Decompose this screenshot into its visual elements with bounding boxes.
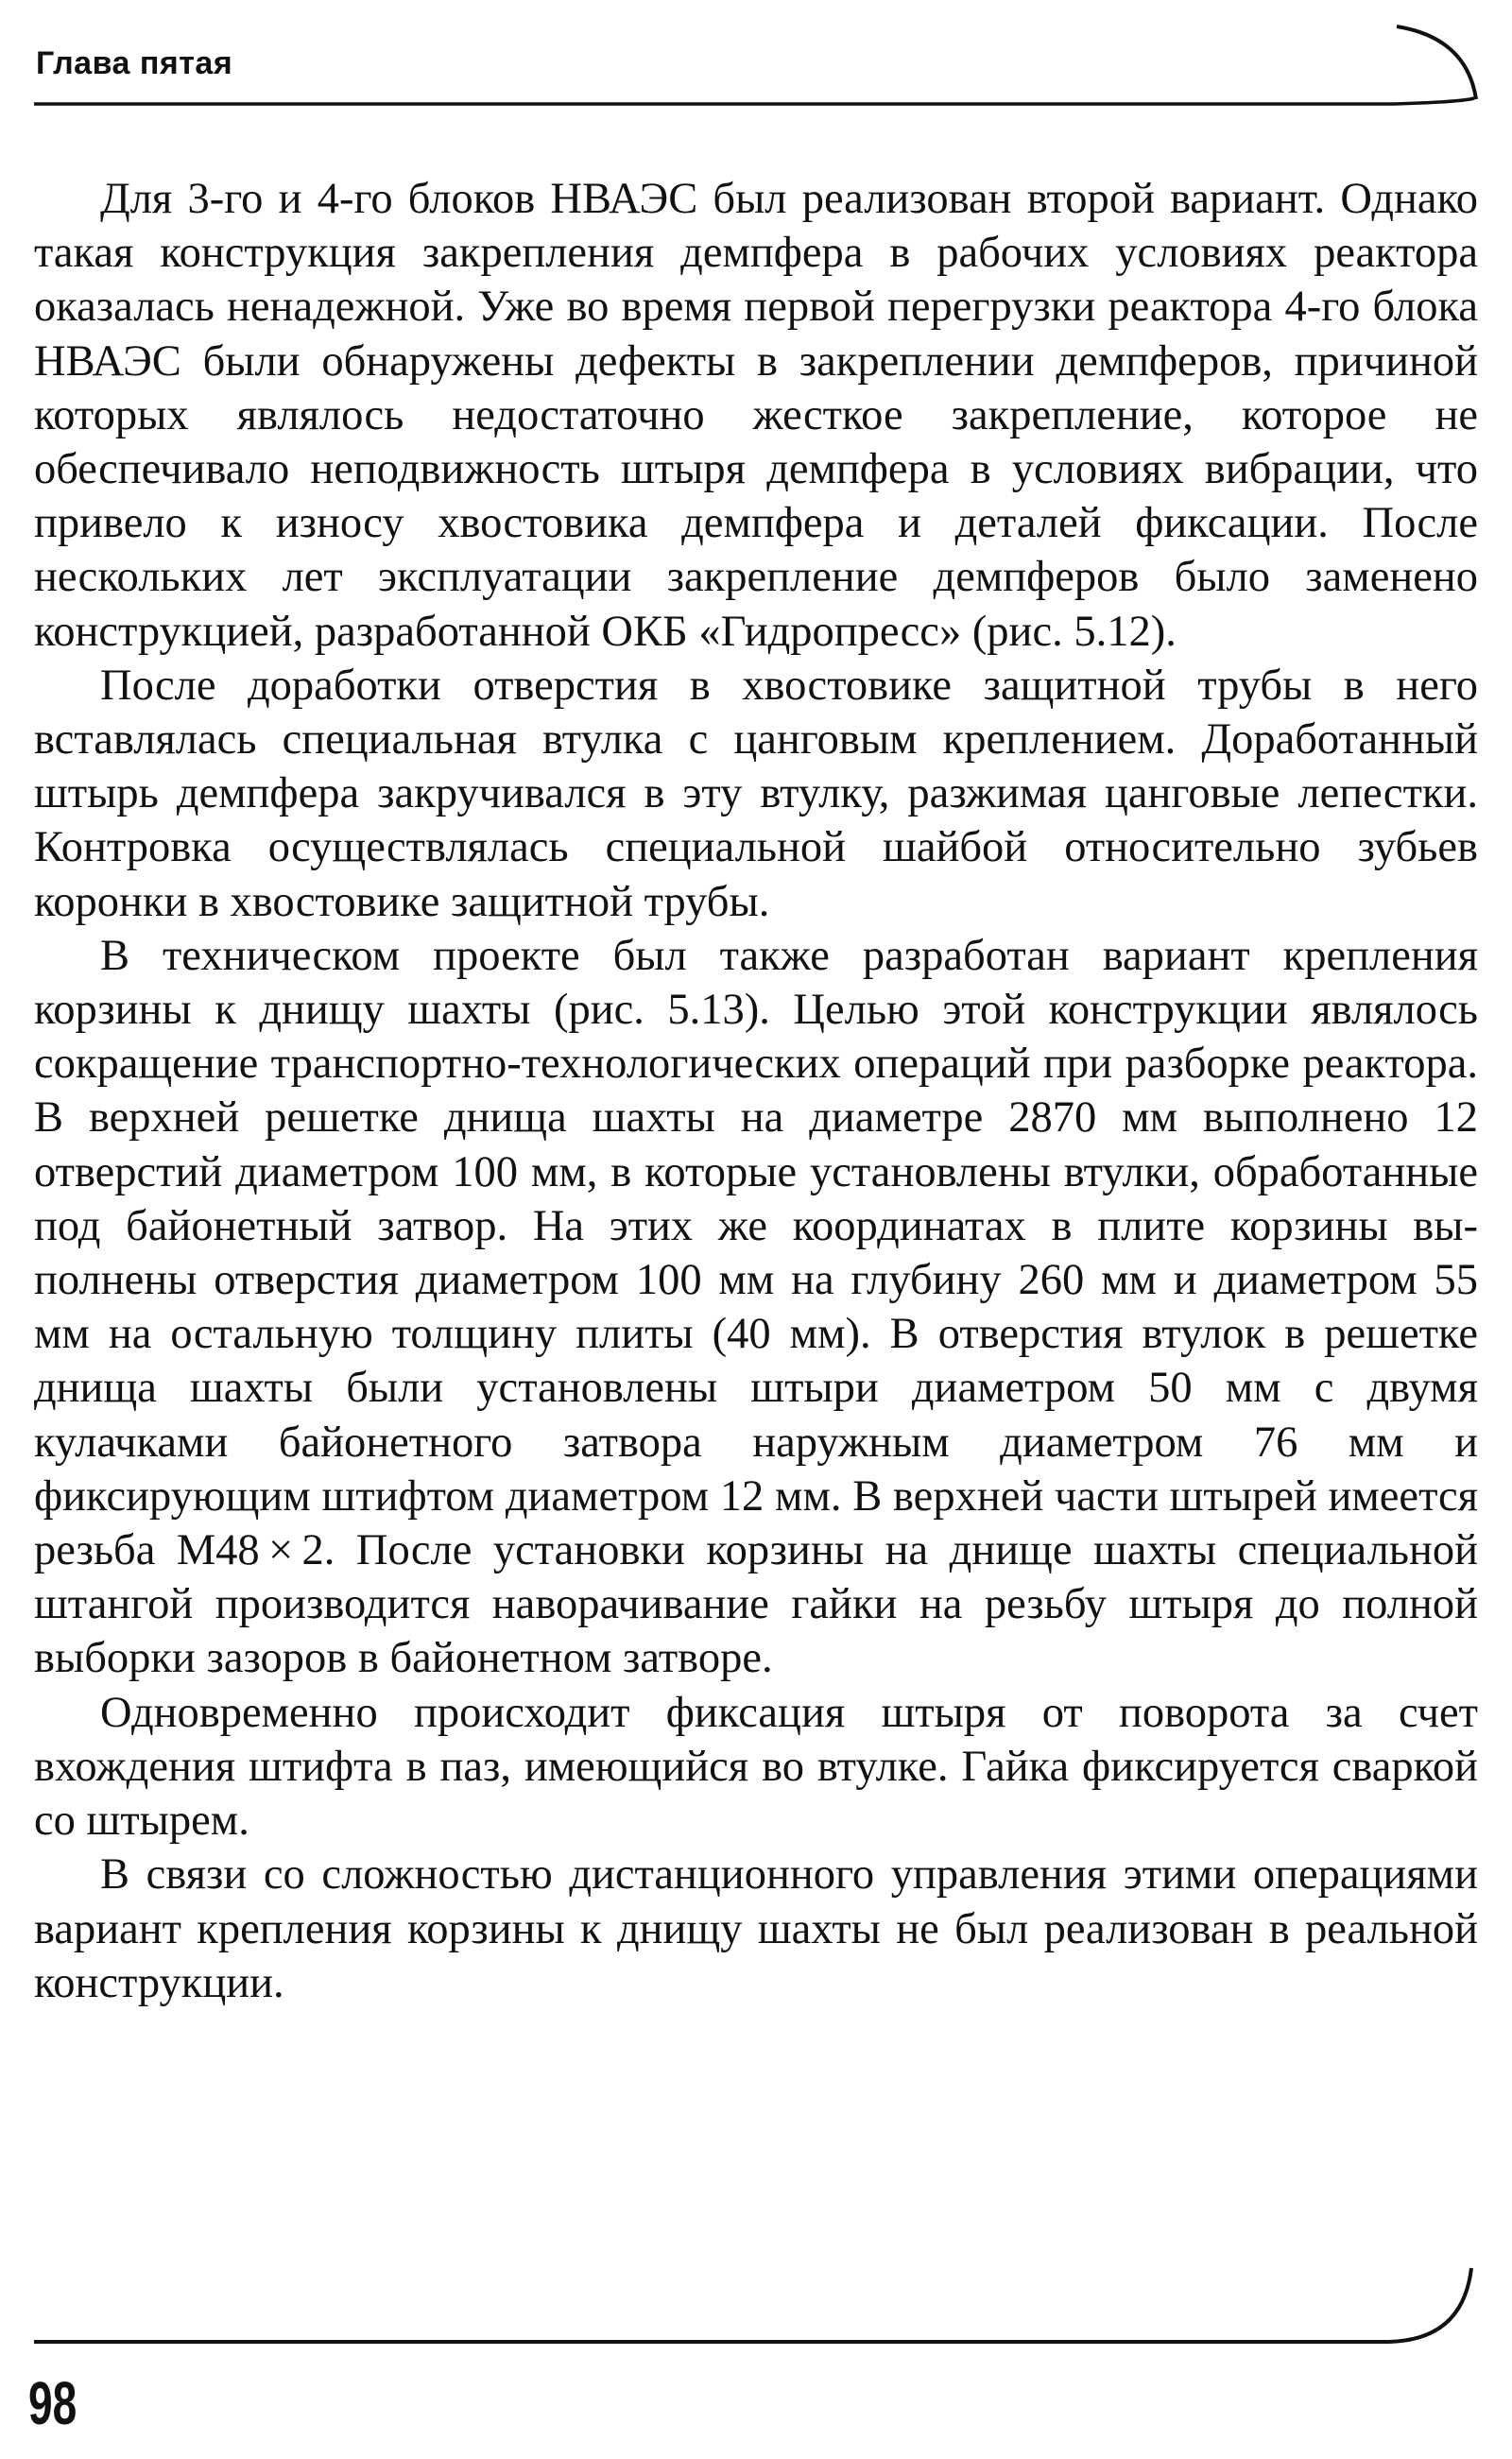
page-number: 98 [28, 2369, 77, 2437]
footer-rule [0, 2259, 1512, 2372]
paragraph-5: В связи со сложностью дистанционного управления этими операциями вариант крепления корзины к днищу шахты не был реализован в реальной конструкции. [34, 1850, 1478, 2007]
paragraph-2: После доработки отверстия в хвостовике защитной трубы в него вставлялась специальная втулка с цанговым креплением. Доработанный штырь демпфера закручивался в эту втулку, разжимая цанговые лепестки. Контровка осуществлялась специальной шайбой относительно зубьев коронки в хвостовике защитной трубы. [34, 661, 1478, 926]
paragraph-1: Для 3-го и 4-го блоков НВАЭС был реализован второй вариант. Однако такая конструкция закрепления демпфера в рабочих условиях реактора оказалась ненадежной. Уже во время первой перегрузки реактора 4-го блока НВАЭС были обнаружены дефекты в закреплении демпферов, причиной которых являлось недостаточно жесткое закрепление, которое не обеспечивало неподвижность штыря демпфера в условиях вибрации, что привело к износу хвостовика демпфера и деталей фиксации. После нескольких лет эксплуатации закрепление демпферов было заменено конструкцией, разработанной ОКБ «Гидропресс» (рис. 5.12). [34, 175, 1478, 656]
paragraph-4: Одновременно происходит фиксация штыря от поворота за счет вхождения штифта в паз, имеющийся во втулке. Гайка фиксируется сваркой со штырем. [34, 1688, 1478, 1846]
body-text [34, 172, 1478, 2010]
chapter-title: Глава пятая [36, 45, 233, 81]
paragraph-3: В техническом проекте был также разработан вариант крепления корзины к днищу шахты (рис. 5.13). Целью этой конструкции являлось сокращение транспортно-технологических операций при разборке реактора. В верхней решетке днища шахты на диаметре 2870 мм выполнено 12 отверстий диаметром 100 мм, в которые установлены втулки, обработанные под байонетный затвор. На этих же координатах в плите корзины выполнены отверстия диаметром 100 мм на глубину 260 мм и диаметром 55 мм на остальную толщину плиты (40 мм). В отверстия втулок в решетке днища шахты были установлены штыри диаметром 50 мм с двумя кулачками байонетного затвора наружным диаметром 76 мм и фиксирующим штифтом диаметром 12 мм. В верхней части штырей имеется резьба М48 × 2. После установки корзины на днище шахты специальной штангой производится наворачивание гайки на резьбу штыря до полной выборки зазоров в байонетном затворе. [34, 931, 1478, 1683]
